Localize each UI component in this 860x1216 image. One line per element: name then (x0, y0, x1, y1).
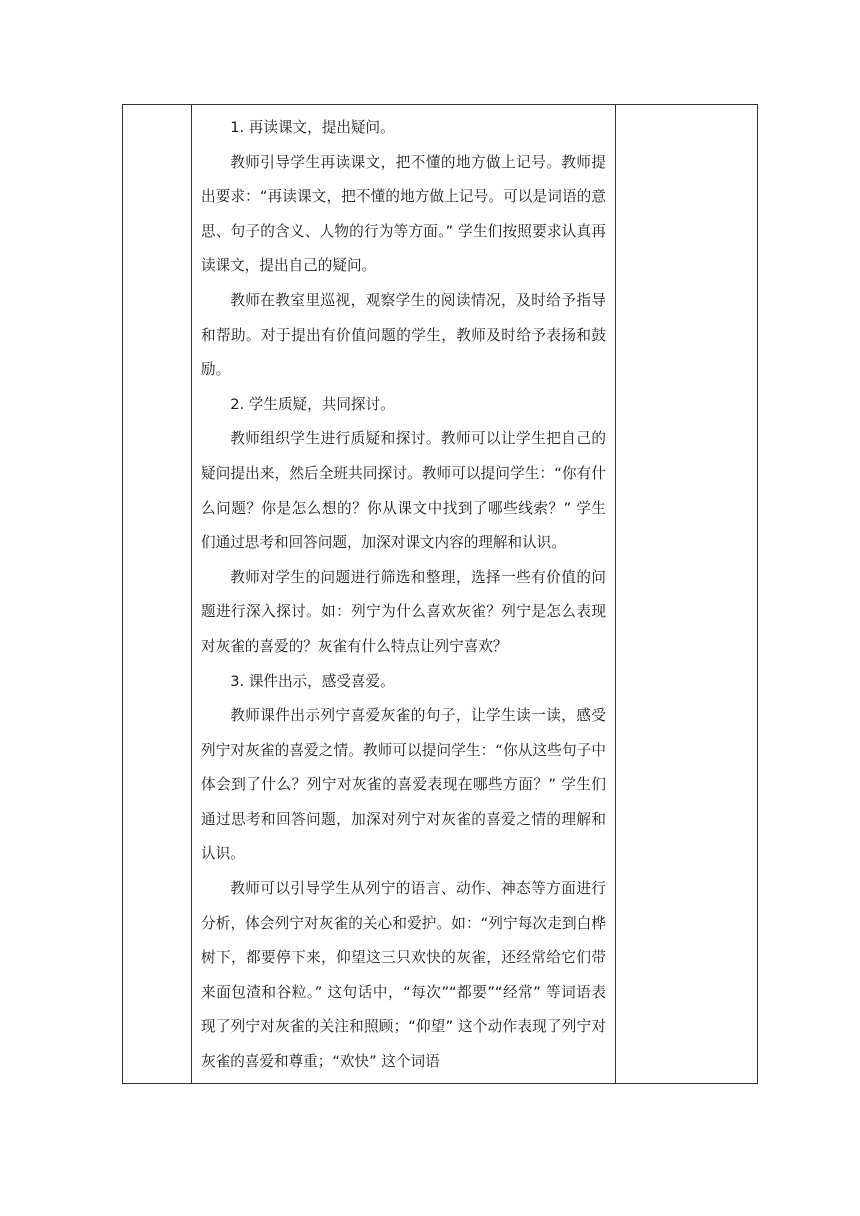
table-row (123, 105, 758, 1084)
right-column-cell (616, 105, 758, 1084)
paragraph: 教师组织学生进行质疑和探讨。教师可以让学生把自己的疑问提出来，然后全班共同探讨。教师可以提问学生：“你有什么问题？你是怎么想的？你从课文中找到了哪些线索？” 学生们通过思考和回答问题，加深对课文内容的理解和认识。 (201, 430, 606, 552)
step-2-heading: 2. 学生质疑，共同探讨。 (230, 395, 395, 413)
teaching-process-cell (192, 105, 616, 1084)
paragraph: 教师在教室里巡视，观察学生的阅读情况，及时给予指导和帮助。对于提出有价值问题的学生，教师及时给予表扬和鼓励。 (201, 291, 606, 379)
paragraph: 教师引导学生再读课文，把不懂的地方做上记号。教师提出要求：“再读课文，把不懂的地方做上记号。可以是词语的意思、句子的含义、人物的行为等方面。” 学生们按照要求认真再读课文，提出自己的疑问。 (201, 153, 606, 275)
paragraph: 教师可以引导学生从列宁的语言、动作、神态等方面进行分析，体会列宁对灰雀的关心和爱护。如：“列宁每次走到白桦树下，都要停下来，仰望这三只欢快的灰雀，还经常给它们带来面包渣和谷粒。” 这句话中，“每次”“都要”“经常” 等词语表现了列宁对灰雀的关注和照顾；“仰望” 这个动作表现了列宁对灰雀的喜爱和尊重；“欢快” 这个词语 (201, 880, 606, 1071)
step-1-heading: 1. 再读课文，提出疑问。 (230, 119, 395, 136)
lesson-plan-table (122, 104, 758, 1084)
paragraph: 教师课件出示列宁喜爱灰雀的句子，让学生读一读，感受列宁对灰雀的喜爱之情。教师可以提问学生：“你从这些句子中体会到了什么？列宁对灰雀的喜爱表现在哪些方面？” 学生们通过思考和回答问题，加深对列宁对灰雀的喜爱之情的理解和认识。 (201, 707, 606, 863)
paragraph: 教师对学生的问题进行筛选和整理，选择一些有价值的问题进行深入探讨。如：列宁为什么喜欢灰雀？列宁是怎么表现对灰雀的喜爱的？灰雀有什么特点让列宁喜欢？ (201, 568, 606, 655)
step-3-heading: 3. 课件出示，感受喜爱。 (230, 672, 395, 690)
left-column-cell (123, 105, 192, 1084)
